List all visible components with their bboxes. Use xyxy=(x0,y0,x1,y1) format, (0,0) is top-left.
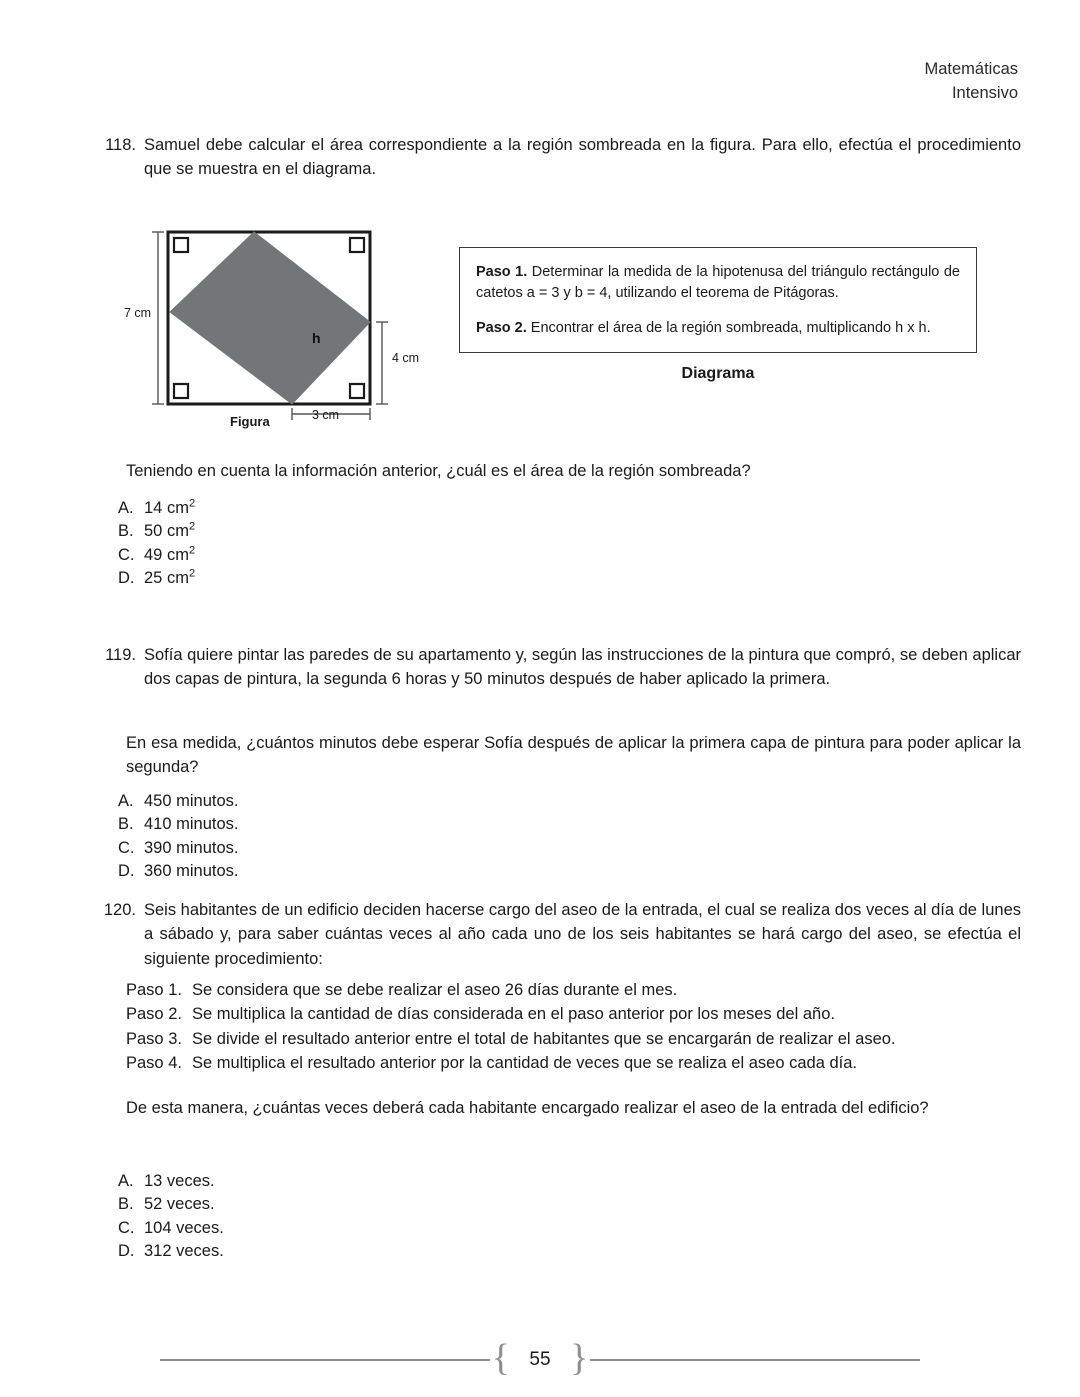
figure-label-bottom-side: 3 cm xyxy=(312,408,340,422)
procedure-step-text: Se multiplica el resultado anterior por la cantidad de veces que se realiza el aseo cada día. xyxy=(192,1053,857,1072)
option-row[interactable] xyxy=(118,790,238,813)
footer-rule-right xyxy=(590,1359,920,1361)
question-120-steps xyxy=(126,978,1021,1075)
procedure-step-label: Paso 4. xyxy=(126,1053,182,1072)
question-120-number: 120. xyxy=(103,901,136,919)
diagram-step-2 xyxy=(476,318,960,339)
option-letter: D. xyxy=(118,1242,135,1261)
option-text: 450 minutos. xyxy=(144,792,239,810)
question-118-number: 118. xyxy=(105,136,136,154)
option-letter: D. xyxy=(118,862,135,881)
figure-svg xyxy=(130,218,430,433)
option-row[interactable] xyxy=(118,544,195,567)
option-letter: A. xyxy=(118,499,134,517)
figure-label-hypotenuse: h xyxy=(312,330,321,346)
procedure-step-label: Paso 2. xyxy=(126,1005,182,1024)
option-text: 14 $cm^2$ xyxy=(144,497,196,517)
question-118-prompt: Teniendo en cuenta la información anterior, ¿cuál es el área de la región sombreada? xyxy=(126,462,751,480)
question-120-options xyxy=(118,1170,224,1264)
footer-rule-left xyxy=(160,1359,490,1361)
page-footer xyxy=(0,1330,1080,1390)
question-120-prompt: De esta manera, ¿cuántas veces deberá cada habitante encargado realizar el aseo de la entrada del edificio? xyxy=(126,1099,929,1117)
procedure-step-text: Se considera que se debe realizar el aseo 26 días durante el mes. xyxy=(192,981,678,999)
option-row[interactable] xyxy=(118,860,238,883)
option-row[interactable] xyxy=(118,1170,224,1193)
figure-label-right-side: 4 cm xyxy=(392,351,420,365)
option-letter: B. xyxy=(118,1195,134,1214)
procedure-step-label: Paso 3. xyxy=(126,1029,182,1048)
diagram-box xyxy=(459,247,977,353)
question-118-stem-block xyxy=(96,133,1021,182)
question-119-prompt: En esa medida, ¿cuántos minutos debe esperar Sofía después de aplicar la primera capa de pintura para poder aplicar la segunda? xyxy=(126,734,1021,777)
option-text: 49 $cm^2$ xyxy=(144,544,196,564)
question-118-options xyxy=(118,497,195,591)
option-letter: C. xyxy=(118,545,135,564)
footer-brace-right: } xyxy=(570,1337,589,1379)
procedure-step xyxy=(126,1051,1021,1075)
option-text: 52 veces. xyxy=(144,1195,215,1214)
shaded-region xyxy=(170,232,370,404)
question-119-stem: Sofía quiere pintar las paredes de su apartamento y, según las instrucciones de la pintura que compró, se deben aplicar dos capas de pintura, la segunda 6 horas y 50 minutos después de haber aplicado la primera. xyxy=(144,646,1021,689)
option-letter: C. xyxy=(118,838,135,857)
question-120-stem-block xyxy=(96,898,1021,971)
question-118-stem: Samuel debe calcular el área correspondiente a la región sombreada en la figura. Para ello, efectúa el procedimiento que se muestra en el diagrama. xyxy=(144,136,1021,179)
diagram-step-1-text: Determinar la medida de la hipotenusa del triángulo rectángulo de catetos a = 3 y b = 4, utilizando el teorema de Pitágoras. xyxy=(476,264,960,301)
header-program: Intensivo xyxy=(951,83,1018,102)
procedure-step-text: Se multiplica la cantidad de días considerada en el paso anterior por los meses del año. xyxy=(192,1005,835,1024)
diagram-step-2-text: Encontrar el área de la región sombreada, multiplicando h x h. xyxy=(526,320,931,337)
diagram-caption: Diagrama xyxy=(681,365,755,382)
option-text: 390 minutos. xyxy=(144,838,239,857)
option-text: 104 veces. xyxy=(144,1218,224,1237)
option-text: 312 veces. xyxy=(144,1242,224,1261)
option-letter: D. xyxy=(118,569,135,588)
option-row[interactable] xyxy=(118,520,195,543)
diagram-step-1-label: Paso 1. xyxy=(476,264,528,280)
option-row[interactable] xyxy=(118,567,195,590)
question-119-number: 119. xyxy=(105,646,136,664)
option-letter: A. xyxy=(118,792,134,810)
figure-label-left-side: 7 cm xyxy=(124,306,152,320)
option-row[interactable] xyxy=(118,497,195,520)
question-119-stem-block xyxy=(96,643,1021,692)
page-number: 55 xyxy=(529,1349,551,1370)
option-text: 50 $cm^2$ xyxy=(144,520,196,541)
option-text: 360 minutos. xyxy=(144,862,239,881)
document-header xyxy=(924,58,1018,106)
option-row[interactable] xyxy=(118,813,238,836)
question-120-stem: Seis habitantes de un edificio deciden hacerse cargo del aseo de la entrada, el cual se realiza dos veces al día de lunes a sábado y, para saber cuántas veces al año cada uno de los seis habitantes se hará cargo del aseo, se efectúa el siguiente procedimiento: xyxy=(144,901,1021,968)
header-subject: Matemáticas xyxy=(924,60,1018,78)
option-row[interactable] xyxy=(118,1217,224,1240)
option-row[interactable] xyxy=(118,837,238,860)
option-letter: B. xyxy=(118,815,134,834)
procedure-step xyxy=(126,1002,1021,1026)
option-text: 410 minutos. xyxy=(144,815,239,834)
option-row[interactable] xyxy=(118,1240,224,1263)
figure-shaded-square xyxy=(124,218,430,433)
diagram-step-2-label: Paso 2. xyxy=(476,320,527,337)
option-letter: B. xyxy=(118,522,134,541)
figure-caption: Figura xyxy=(230,414,270,429)
question-119-options xyxy=(118,790,238,884)
footer-brace-left: { xyxy=(491,1337,510,1379)
procedure-step-label: Paso 1. xyxy=(126,981,182,999)
diagram-step-1 xyxy=(476,262,960,303)
option-row[interactable] xyxy=(118,1193,224,1216)
procedure-step xyxy=(126,1027,1021,1051)
procedure-step-text: Se divide el resultado anterior entre el total de habitantes que se encargarán de realizar el aseo. xyxy=(192,1029,896,1048)
option-letter: A. xyxy=(118,1172,134,1190)
option-text: 13 veces. xyxy=(144,1172,215,1190)
option-letter: C. xyxy=(118,1218,135,1237)
procedure-step xyxy=(126,978,1021,1002)
option-text: 25 $cm^2$ xyxy=(144,567,196,588)
